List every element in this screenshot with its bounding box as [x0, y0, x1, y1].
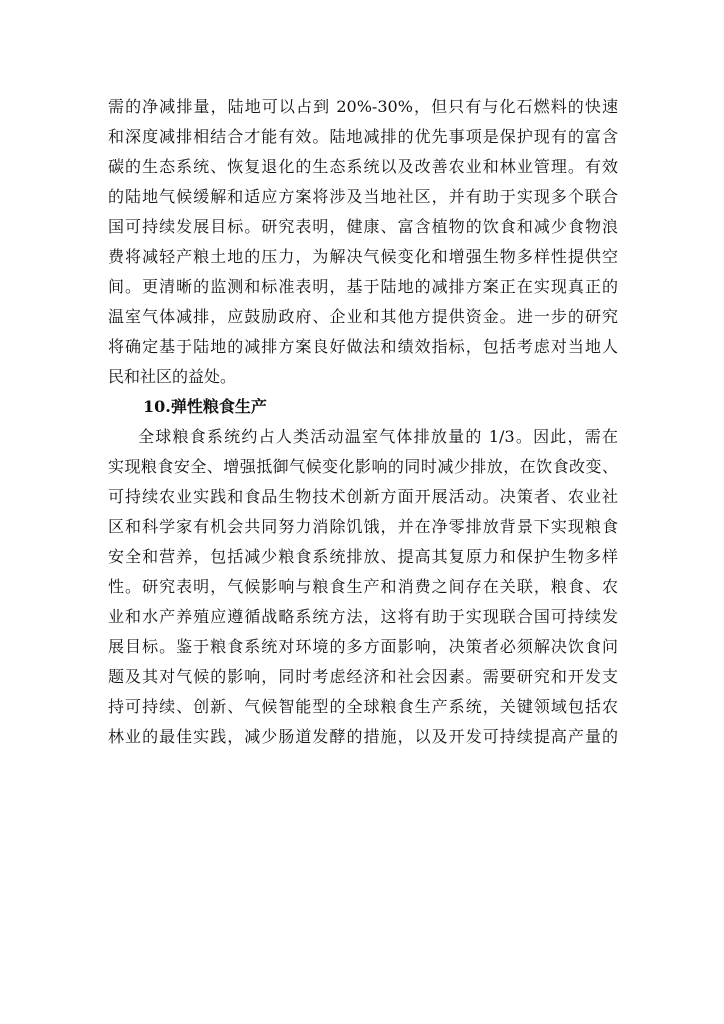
section-heading: 10.弹性粮食生产 — [143, 397, 267, 416]
text-line: 和深度减排相结合才能有效。陆地减排的优先事项是保护现有的富含 — [108, 127, 618, 146]
text-line: 费将减轻产粮土地的压力，为解决气候变化和增强生物多样性提供空 — [108, 247, 618, 266]
page-content — [108, 92, 618, 752]
text-line: 展目标。鉴于粮食系统对环境的多方面影响，决策者必须解决饮食问 — [108, 637, 618, 656]
text-line: 可持续农业实践和食品生物技术创新方面开展活动。决策者、农业社 — [108, 487, 618, 506]
text-line: 全球粮食系统约占人类活动温室气体排放量的 1/3。因此，需在 — [138, 427, 618, 446]
text-line: 的陆地气候缓解和适应方案将涉及当地社区，并有助于实现多个联合 — [108, 187, 618, 206]
paragraph-land-mitigation — [108, 92, 618, 392]
text-line: 碳的生态系统、恢复退化的生态系统以及改善农业和林业管理。有效 — [108, 157, 618, 176]
text-line: 区和科学家有机会共同努力消除饥饿，并在净零排放背景下实现粮食 — [108, 517, 618, 536]
text-line: 国可持续发展目标。研究表明，健康、富含植物的饮食和减少食物浪 — [108, 217, 618, 236]
text-line: 温室气体减排，应鼓励政府、企业和其他方提供资金。进一步的研究 — [108, 307, 618, 326]
text-line: 持可持续、创新、气候智能型的全球粮食生产系统，关键领域包括农 — [108, 697, 618, 716]
text-line: 题及其对气候的影响，同时考虑经济和社会因素。需要研究和开发支 — [108, 667, 618, 686]
text-line: 业和水产养殖应遵循战略系统方法，这将有助于实现联合国可持续发 — [108, 607, 618, 626]
text-line: 间。更清晰的监测和标准表明，基于陆地的减排方案正在实现真正的 — [108, 277, 618, 296]
text-line: 林业的最佳实践，减少肠道发酵的措施，以及开发可持续提高产量的 — [108, 727, 618, 746]
text-line: 性。研究表明，气候影响与粮食生产和消费之间存在关联，粮食、农 — [108, 577, 618, 596]
text-line: 实现粮食安全、增强抵御气候变化影响的同时减少排放，在饮食改变、 — [108, 457, 618, 476]
text-line: 将确定基于陆地的减排方案良好做法和绩效指标，包括考虑对当地人 — [108, 337, 618, 356]
paragraph-food-production — [108, 422, 618, 752]
text-line: 需的净减排量，陆地可以占到 20%-30%，但只有与化石燃料的快速 — [108, 97, 618, 116]
text-line: 民和社区的益处。 — [108, 367, 237, 386]
text-line: 安全和营养，包括减少粮食系统排放、提高其复原力和保护生物多样 — [108, 547, 618, 566]
